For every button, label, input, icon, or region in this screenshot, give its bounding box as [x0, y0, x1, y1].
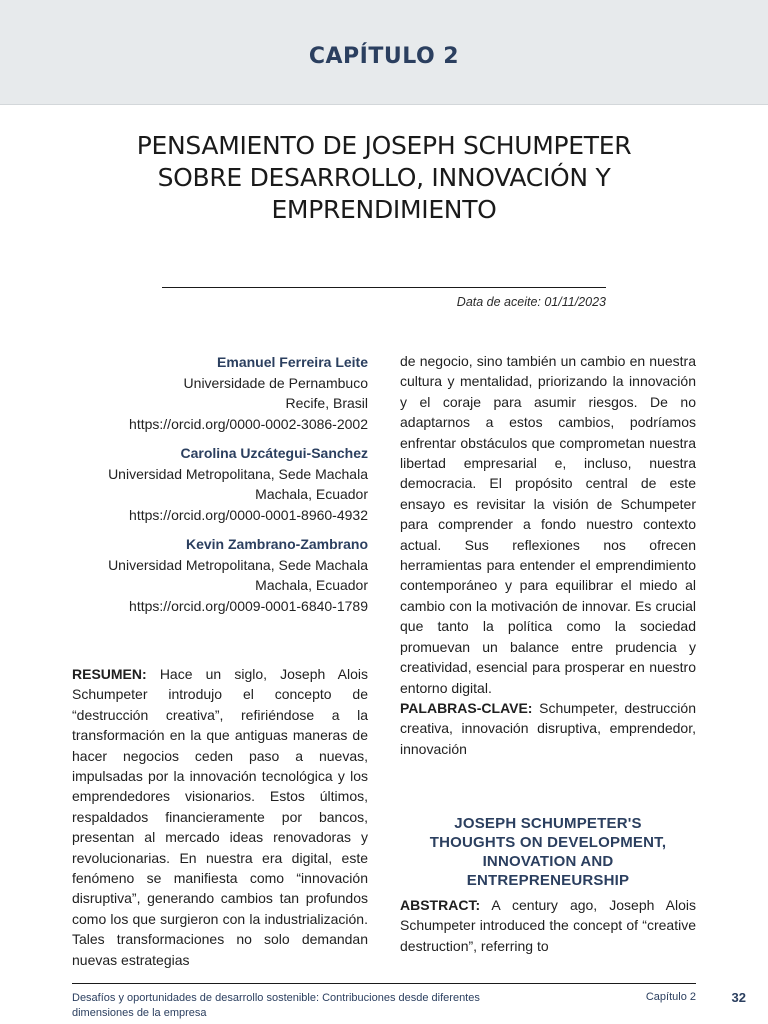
- footer-chapter: Capítulo 2: [645, 991, 696, 1003]
- resumen-paragraph: [72, 664, 368, 970]
- footer-divider: [72, 983, 696, 984]
- resumen-text-part2: de negocio, sino también un cambio en nuestra cultura y mentalidad, priorizando la innovación y el coraje para asumir riesgos. De no adaptarnos a estos cambios, podríamos enfrentar obstáculos que comprometan nuestra libertad empresarial e, incluso, nuestra democracia. El propósito central de este ensayo es revisitar la visión de Schumpeter para comprender a fondo nuestro contexto actual. Sus reflexiones nos ofrecen herramientas para entender el emprendimiento contemporáneo y para equilibrar el miedo al cambio con la motivación de innovar. Es crucial que tanto la política como la sociedad promuevan un balance entre prudencia y creatividad, esencial para prosperar en nuestro entorno digital.: [400, 353, 696, 696]
- english-title-line: INNOVATION AND: [482, 853, 614, 870]
- abstract-text: A century ago, Joseph Alois Schumpeter introduced the concept of “creative destruction”, referring to: [400, 897, 697, 954]
- footer-book-title: [72, 991, 552, 1021]
- chapter-title: [60, 130, 708, 226]
- author-location: Machala, Ecuador: [255, 577, 368, 593]
- author-affiliation: Universidade de Pernambuco: [183, 374, 368, 391]
- author-orcid-link[interactable]: https://orcid.org/0000-0001-8960-4932: [129, 506, 368, 523]
- chapter-label: CAPÍTULO 2: [308, 44, 460, 69]
- chapter-title-line: EMPRENDIMIENTO: [271, 195, 497, 224]
- author-block: [72, 443, 368, 525]
- abstract-paragraph: [400, 895, 696, 956]
- chapter-title-line: SOBRE DESARROLLO, INNOVACIÓN Y: [157, 163, 611, 192]
- right-column-top: [400, 351, 696, 759]
- resumen-text-part1: Hace un siglo, Joseph Alois Schumpeter introdujo el concepto de “destrucción creativa”, refiriéndose a la transformación en la que antiguas maneras de hacer negocios ceden paso a nuevas, impulsadas por la innovación tecnológica y los emprendedores visionarios. Estos últimos, respaldados financieramente por bancos, presentan al mercado ideas renovadoras y revolucionarias. En nuestra era digital, este fenómeno se manifiesta como “innovación disruptiva”, generando cambios tan profundos como los que surgieron con la industrialización. Tales transformaciones no solo demandan nuevas estrategias: [72, 666, 369, 968]
- keywords-label: PALABRAS-CLAVE:: [400, 699, 533, 716]
- author-name: Carolina Uzcátegui-Sanchez: [180, 445, 368, 461]
- resumen-label: RESUMEN:: [72, 666, 147, 682]
- author-orcid-link[interactable]: https://orcid.org/0009-0001-6840-1789: [129, 597, 368, 614]
- footer-book-title-line: Desafíos y oportunidades de desarrollo sostenible: Contribuciones desde diferentes: [72, 992, 480, 1004]
- page-number: 32: [731, 990, 746, 1005]
- chapter-header-band: [0, 0, 768, 105]
- author-affiliation: Universidad Metropolitana, Sede Machala: [108, 465, 368, 482]
- english-title: [400, 814, 696, 890]
- keywords-paragraph: [400, 698, 696, 759]
- chapter-title-line: PENSAMIENTO DE JOSEPH SCHUMPETER: [136, 131, 632, 160]
- author-location: Recife, Brasil: [285, 395, 368, 411]
- english-title-line: THOUGHTS ON DEVELOPMENT,: [429, 834, 667, 851]
- author-block: [72, 534, 368, 616]
- keywords-text: Schumpeter, destrucción creativa, innovación disruptiva, emprendedor, innovación: [400, 699, 696, 757]
- footer-book-title-line: dimensiones de la empresa: [72, 1007, 207, 1019]
- english-title-line: JOSEPH SCHUMPETER'S: [454, 815, 642, 832]
- author-affiliation: Universidad Metropolitana, Sede Machala: [108, 556, 368, 573]
- english-title-line: ENTREPRENEURSHIP: [466, 872, 630, 889]
- author-orcid-link[interactable]: https://orcid.org/0000-0002-3086-2002: [129, 415, 368, 432]
- author-name: Emanuel Ferreira Leite: [217, 354, 368, 370]
- author-block: [72, 352, 368, 434]
- abstract-label: ABSTRACT:: [400, 897, 481, 913]
- acceptance-date: Data de aceite: 01/11/2023: [456, 295, 606, 309]
- author-location: Machala, Ecuador: [255, 486, 368, 502]
- author-list: [72, 352, 368, 625]
- author-name: Kevin Zambrano-Zambrano: [185, 536, 368, 552]
- title-divider: [162, 287, 606, 288]
